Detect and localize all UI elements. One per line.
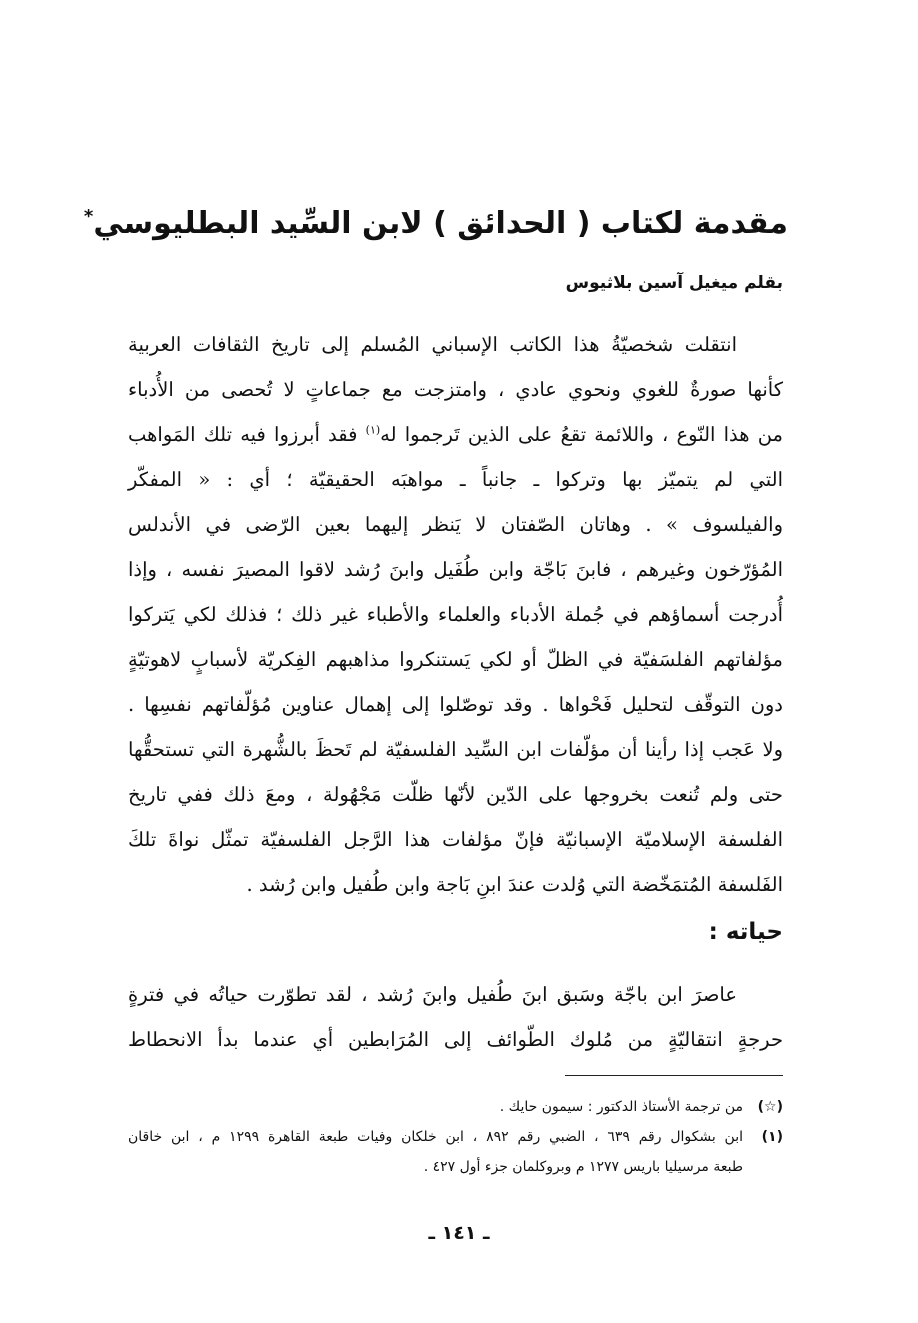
footnote-line: طبعة مرسيليا باريس ١٢٧٧ م وبروكلمان جزء أول ٤٢٧ . <box>423 1159 743 1175</box>
text-line: أُدرجت أسماؤهم في جُملة الأدباء والعلماء والأطباء غير ذلك ؛ فذلك لكي يَتركوا <box>128 603 783 626</box>
page-title <box>83 193 788 248</box>
title-text: مقدمة لكتاب ( الحدائق ) لابن السِّيد البطليوسي <box>93 206 788 241</box>
text-line: والفيلسوف » . وهاتان الصّفتان لا يَنظر إليهما بعين الرّضى في الأندلس <box>128 513 783 536</box>
page-number: ـ ١٤١ ـ <box>428 1222 490 1244</box>
text-line: التي لم يتميّز بها وتركوا ـ جانباً ـ مواهبَه الحقيقيّة ؛ أي : « المفكّر <box>128 468 783 491</box>
author-byline: بقلم ميغيل آسين بلاثيوس <box>565 273 783 293</box>
footnote-item <box>128 1122 783 1182</box>
section-heading: حياته : <box>708 919 783 945</box>
text-line: دون التوقّف لتحليل فَحْواها . وقد توصّلوا إلى إهمال عناوين مُؤلّفاتهم نفسِها . <box>128 693 783 716</box>
footnote-line: من ترجمة الأستاذ الدكتور : سيمون حايك . <box>499 1099 743 1115</box>
paragraph-life <box>128 972 783 1062</box>
footnote-mark: (١) <box>761 1129 783 1145</box>
text-line: الفلسفة الإسلاميّة الإسبانيّة فإنّ مؤلفات هذا الرَّجل الفلسفيّة تمثّل نواةَ تلكَ <box>128 828 783 851</box>
footnote-text <box>128 1122 743 1182</box>
footnote-mark: (☆) <box>757 1099 783 1115</box>
title-footnote-mark: * <box>83 206 94 227</box>
footnote-text <box>128 1092 743 1122</box>
text-line: انتقلت شخصيّةُ هذا الكاتب الإسباني المُسلم إلى تاريخ الثقافات العربية <box>128 333 737 356</box>
text-line: ولا عَجب إذا رأينا أن مؤلّفات ابن السِّيد الفلسفيّة لم تَحظَ بالشُّهرة التي تستحقُّها <box>128 738 783 761</box>
text-line: حتى ولم تُنعت بخروجها على الدّين لأنّها ظلّت مَجْهُولة ، ومعَ ذلك ففي تاريخ <box>128 783 783 806</box>
text-line-part: من هذا النّوع ، واللائمة تقعُ على الذين تَرجموا له <box>380 423 783 446</box>
text-line: كأنها صورةٌ للغوي ونحوي عادي ، وامتزجت مع جماعاتٍ لا تُحصى من الأُدباء <box>128 378 783 401</box>
text-line: المُؤرّخون وغيرهم ، فابنَ بَاجّة وابن طُفَيل وابنَ رُشد لاقوا المصيرَ نفسه ، وإذا <box>128 558 783 581</box>
footnote-divider <box>565 1075 783 1076</box>
footnote-reference[interactable]: (١) <box>365 423 381 437</box>
text-line <box>128 412 783 457</box>
paragraph-intro <box>128 322 783 907</box>
footnote-line: ابن بشكوال رقم ٦٣٩ ، الضبي رقم ٨٩٢ ، ابن خلكان وفيات طبعة القاهرة ١٢٩٩ م ، ابن خاقان <box>128 1129 743 1145</box>
text-line: الفَلسفة المُتمَخّضة التي وُلدت عندَ ابنِ بَاجة وابن طُفيل وابن رُشد . <box>246 873 783 896</box>
footnote-item <box>128 1092 783 1122</box>
text-line-part: فقد أبرزوا فيه تلك المَواهب <box>128 423 358 446</box>
text-line: مؤلفاتهم الفلسَفيّة في الظلّ أو لكي يَستنكروا مذاهبهم الفِكريّة لأسبابٍ لاهوتيّةٍ <box>128 648 783 671</box>
text-line: حرجةٍ انتقاليّةٍ من مُلوك الطّوائف إلى المُرَابطين أي عندما بدأ الانحطاط <box>128 1028 783 1051</box>
footnotes <box>128 1092 783 1182</box>
text-line: عاصرَ ابن باجّة وسَبق ابنَ طُفيل وابنَ رُشد ، لقد تطوّرت حياتُه في فترةٍ <box>128 983 737 1006</box>
